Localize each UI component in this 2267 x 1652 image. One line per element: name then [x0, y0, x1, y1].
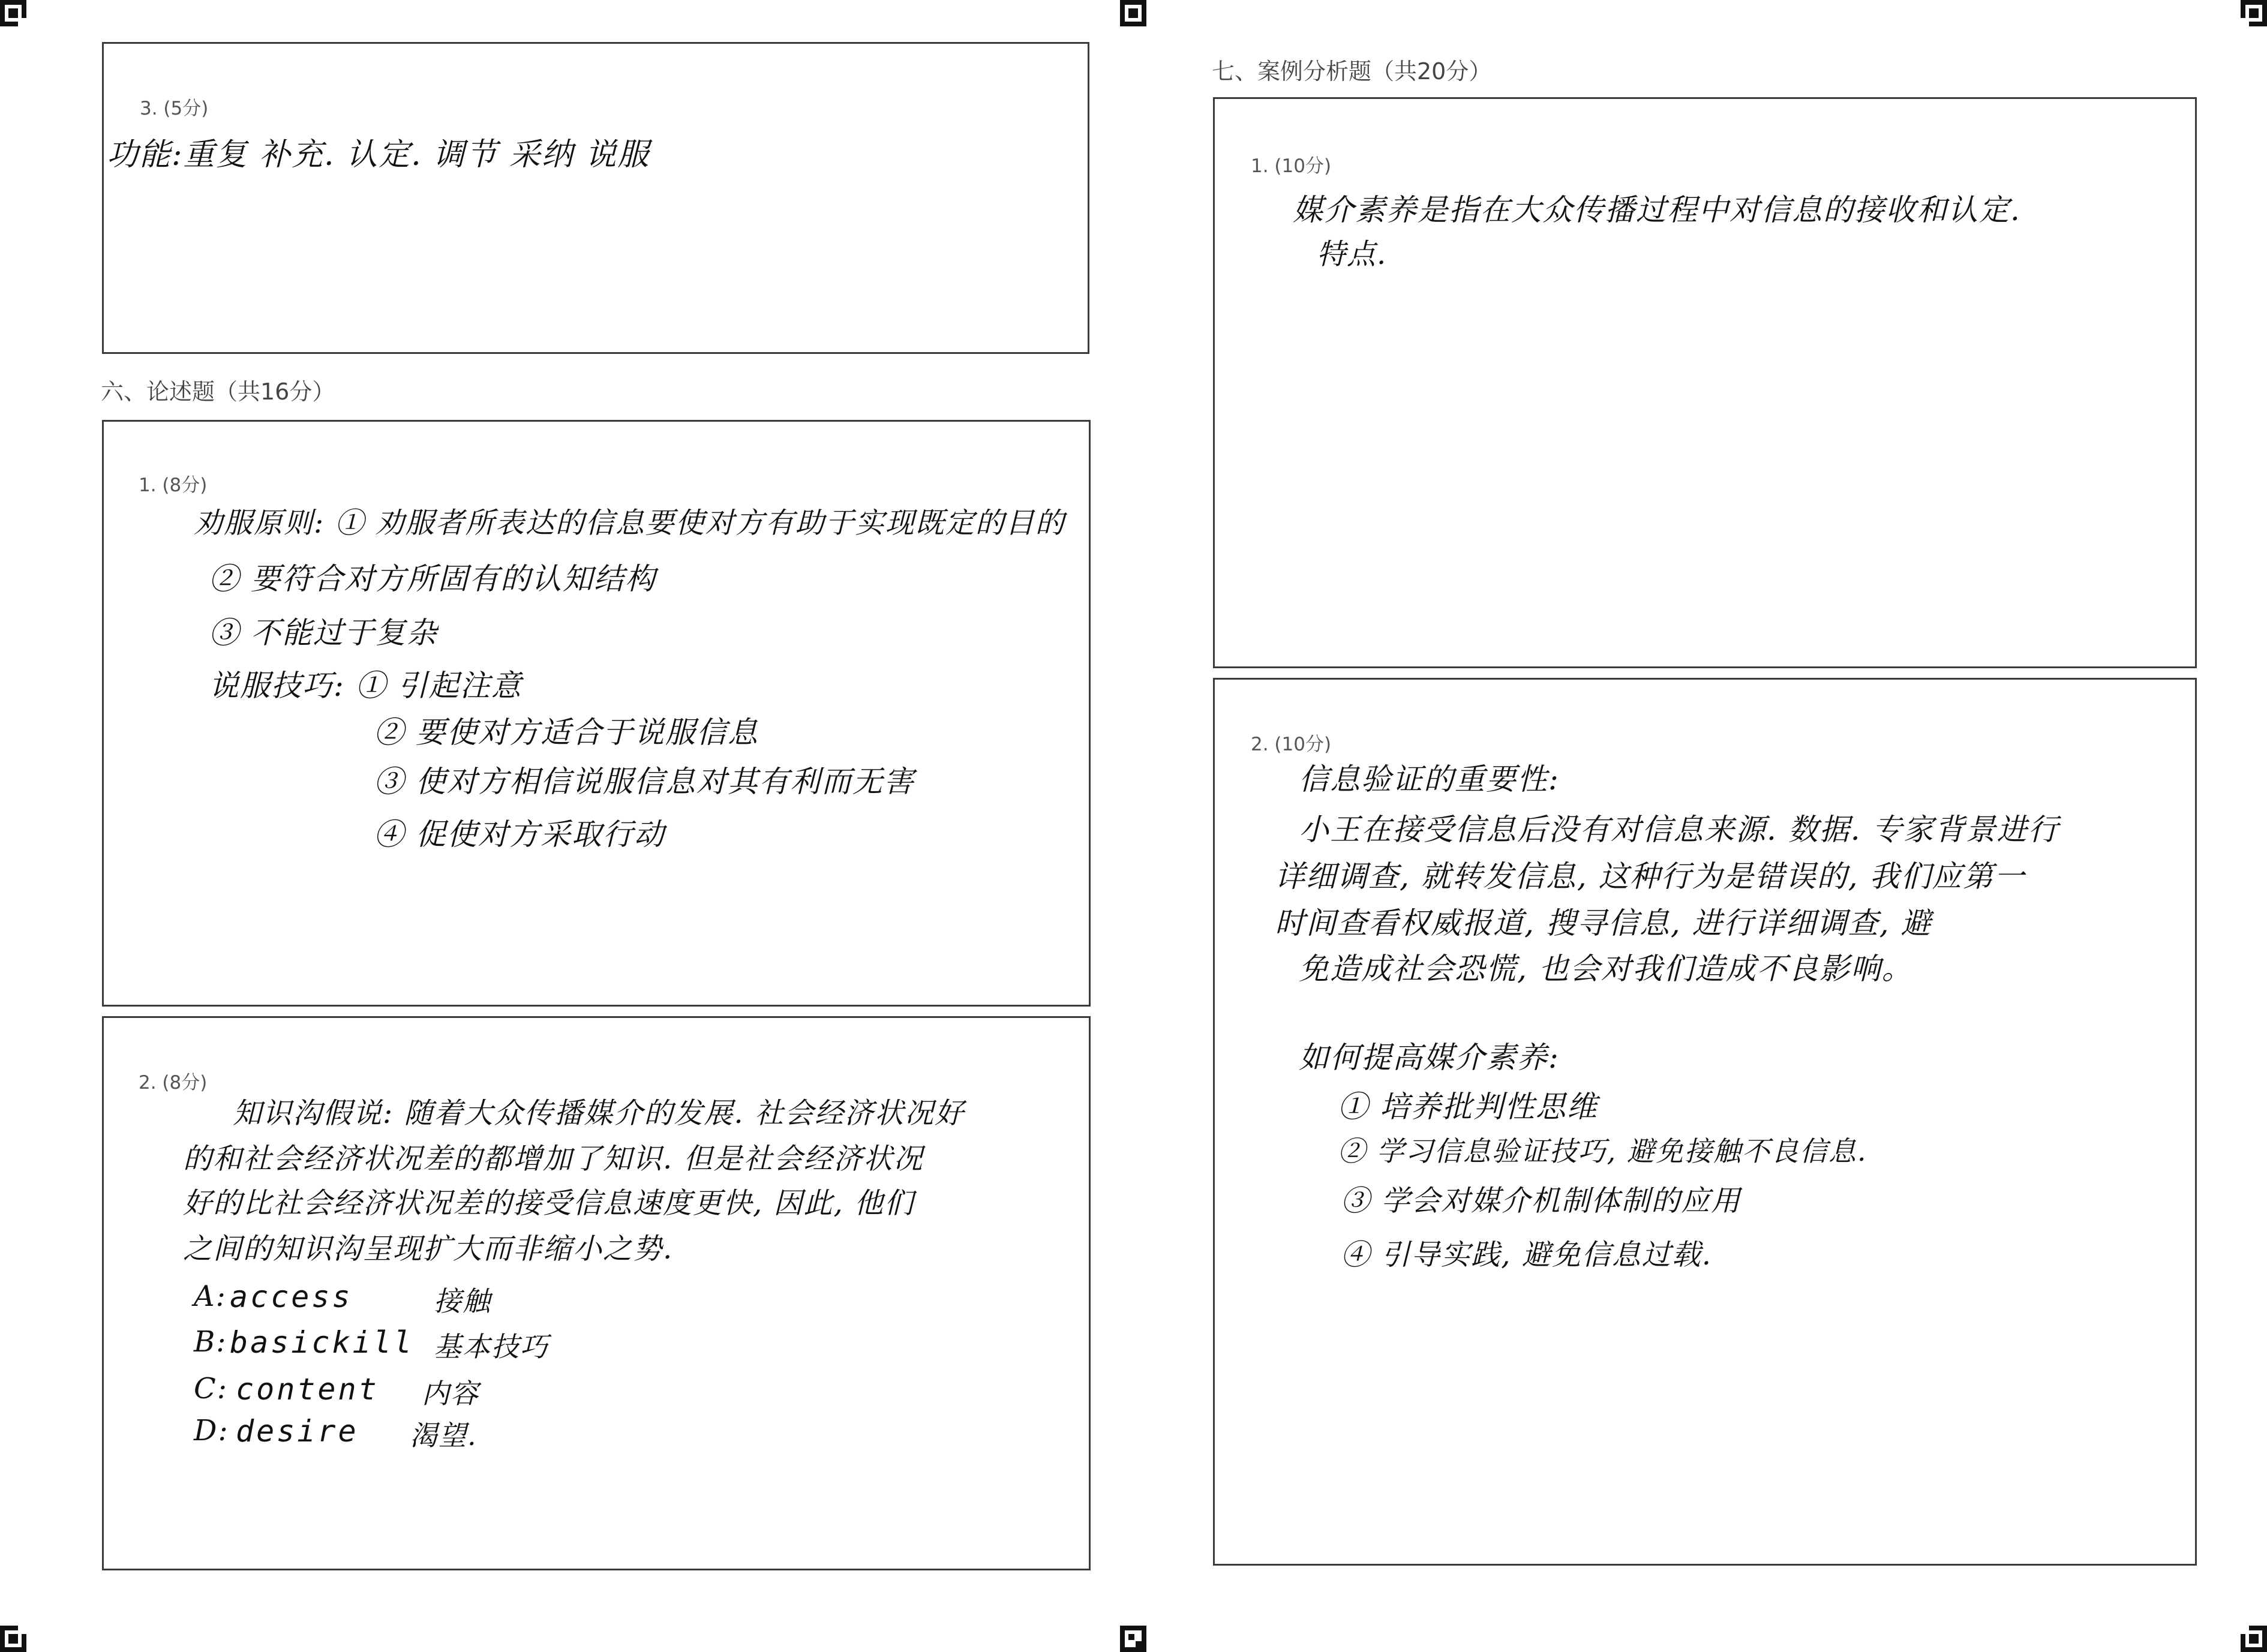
term-en: desire [236, 1414, 359, 1449]
handwritten-line: ② 学习信息验证技巧, 避免接触不良信息. [1338, 1135, 1867, 1167]
handwritten-line: 特点. [1317, 238, 1388, 271]
corner-marker-top-center [1120, 0, 1146, 26]
answer-box-case-1 [1213, 97, 2197, 668]
term-en: access [230, 1279, 353, 1314]
term-key: C: [194, 1372, 228, 1405]
term-zh: 接触 [434, 1285, 491, 1317]
corner-marker-bottom-left [0, 1626, 26, 1652]
term-key: D: [194, 1414, 229, 1447]
corner-marker-bottom-center [1120, 1626, 1146, 1652]
handwritten-line: 信息验证的重要性: [1299, 762, 1560, 797]
handwritten-line: 说服技巧: ① 引起注意 [209, 668, 523, 703]
handwritten-line: 媒介素养是指在大众传播过程中对信息的接收和认定. [1293, 193, 2021, 227]
handwritten-line: ① 培养批判性思维 [1338, 1089, 1598, 1124]
section-title: 七、案例分析题（共20分） [1212, 58, 1492, 85]
handwritten-line: 详细调查, 就转发信息, 这种行为是错误的, 我们应第一 [1275, 859, 2026, 894]
handwritten-line: 知识沟假说: 随着大众传播媒介的发展. 社会经济状况好 [233, 1097, 965, 1130]
term-key: A: [194, 1279, 227, 1313]
corner-marker-top-right [2241, 0, 2267, 26]
handwritten-line: 之间的知识沟呈现扩大而非缩小之势. [183, 1232, 674, 1266]
handwritten-line: ② 要使对方适合于说服信息 [374, 715, 759, 750]
handwritten-line: 如何提高媒介素养: [1299, 1040, 1560, 1075]
handwritten-line: 劝服原则: ① 劝服者所表达的信息要使对方有助于实现既定的目的 [194, 506, 1065, 540]
answer-box-case-2 [1213, 678, 2197, 1566]
handwritten-line: 小王在接受信息后没有对信息来源. 数据. 专家背景进行 [1299, 812, 2059, 847]
handwritten-line: ④ 促使对方采取行动 [374, 817, 665, 852]
term-key: B: [194, 1325, 227, 1359]
answer-box-essay-1 [102, 420, 1091, 1007]
handwritten-line: 的和社会经济状况差的都增加了知识. 但是社会经济状况 [183, 1142, 924, 1176]
handwritten-line: 好的比社会经济状况差的接受信息速度更快, 因此, 他们 [183, 1187, 915, 1220]
handwritten-answer: 功能:重复 补充. 认定. 调节 采纳 说服 [107, 137, 650, 173]
term-en: content [236, 1372, 379, 1407]
section-title: 六、论述题（共16分） [101, 379, 335, 405]
handwritten-line: 时间查看权威报道, 搜寻信息, 进行详细调查, 避 [1275, 906, 1932, 941]
term-zh: 内容 [422, 1377, 479, 1410]
question-label: 1. (10分) [1251, 155, 1332, 177]
handwritten-line: ③ 学会对媒介机制体制的应用 [1341, 1184, 1741, 1218]
answer-box-essay-2 [102, 1016, 1091, 1570]
term-zh: 渴望. [410, 1419, 478, 1452]
question-label: 2. (8分) [139, 1072, 208, 1094]
corner-marker-top-left [0, 0, 26, 26]
answer-box-q3 [102, 42, 1089, 354]
corner-marker-bottom-right [2241, 1626, 2267, 1652]
handwritten-line: ② 要符合对方所固有的认知结构 [209, 561, 656, 596]
handwritten-line: ③ 使对方相信说服信息对其有利而无害 [374, 764, 915, 799]
term-en: basickill [230, 1325, 414, 1360]
question-label: 2. (10分) [1251, 734, 1332, 755]
handwritten-line: ③ 不能过于复杂 [209, 615, 438, 650]
handwritten-line: ④ 引导实践, 避免信息过载. [1341, 1238, 1713, 1272]
question-label: 1. (8分) [139, 474, 208, 496]
handwritten-line: 免造成社会恐慌, 也会对我们造成不良影响。 [1299, 951, 1913, 986]
term-zh: 基本技巧 [434, 1330, 549, 1363]
question-label: 3. (5分) [140, 98, 209, 119]
